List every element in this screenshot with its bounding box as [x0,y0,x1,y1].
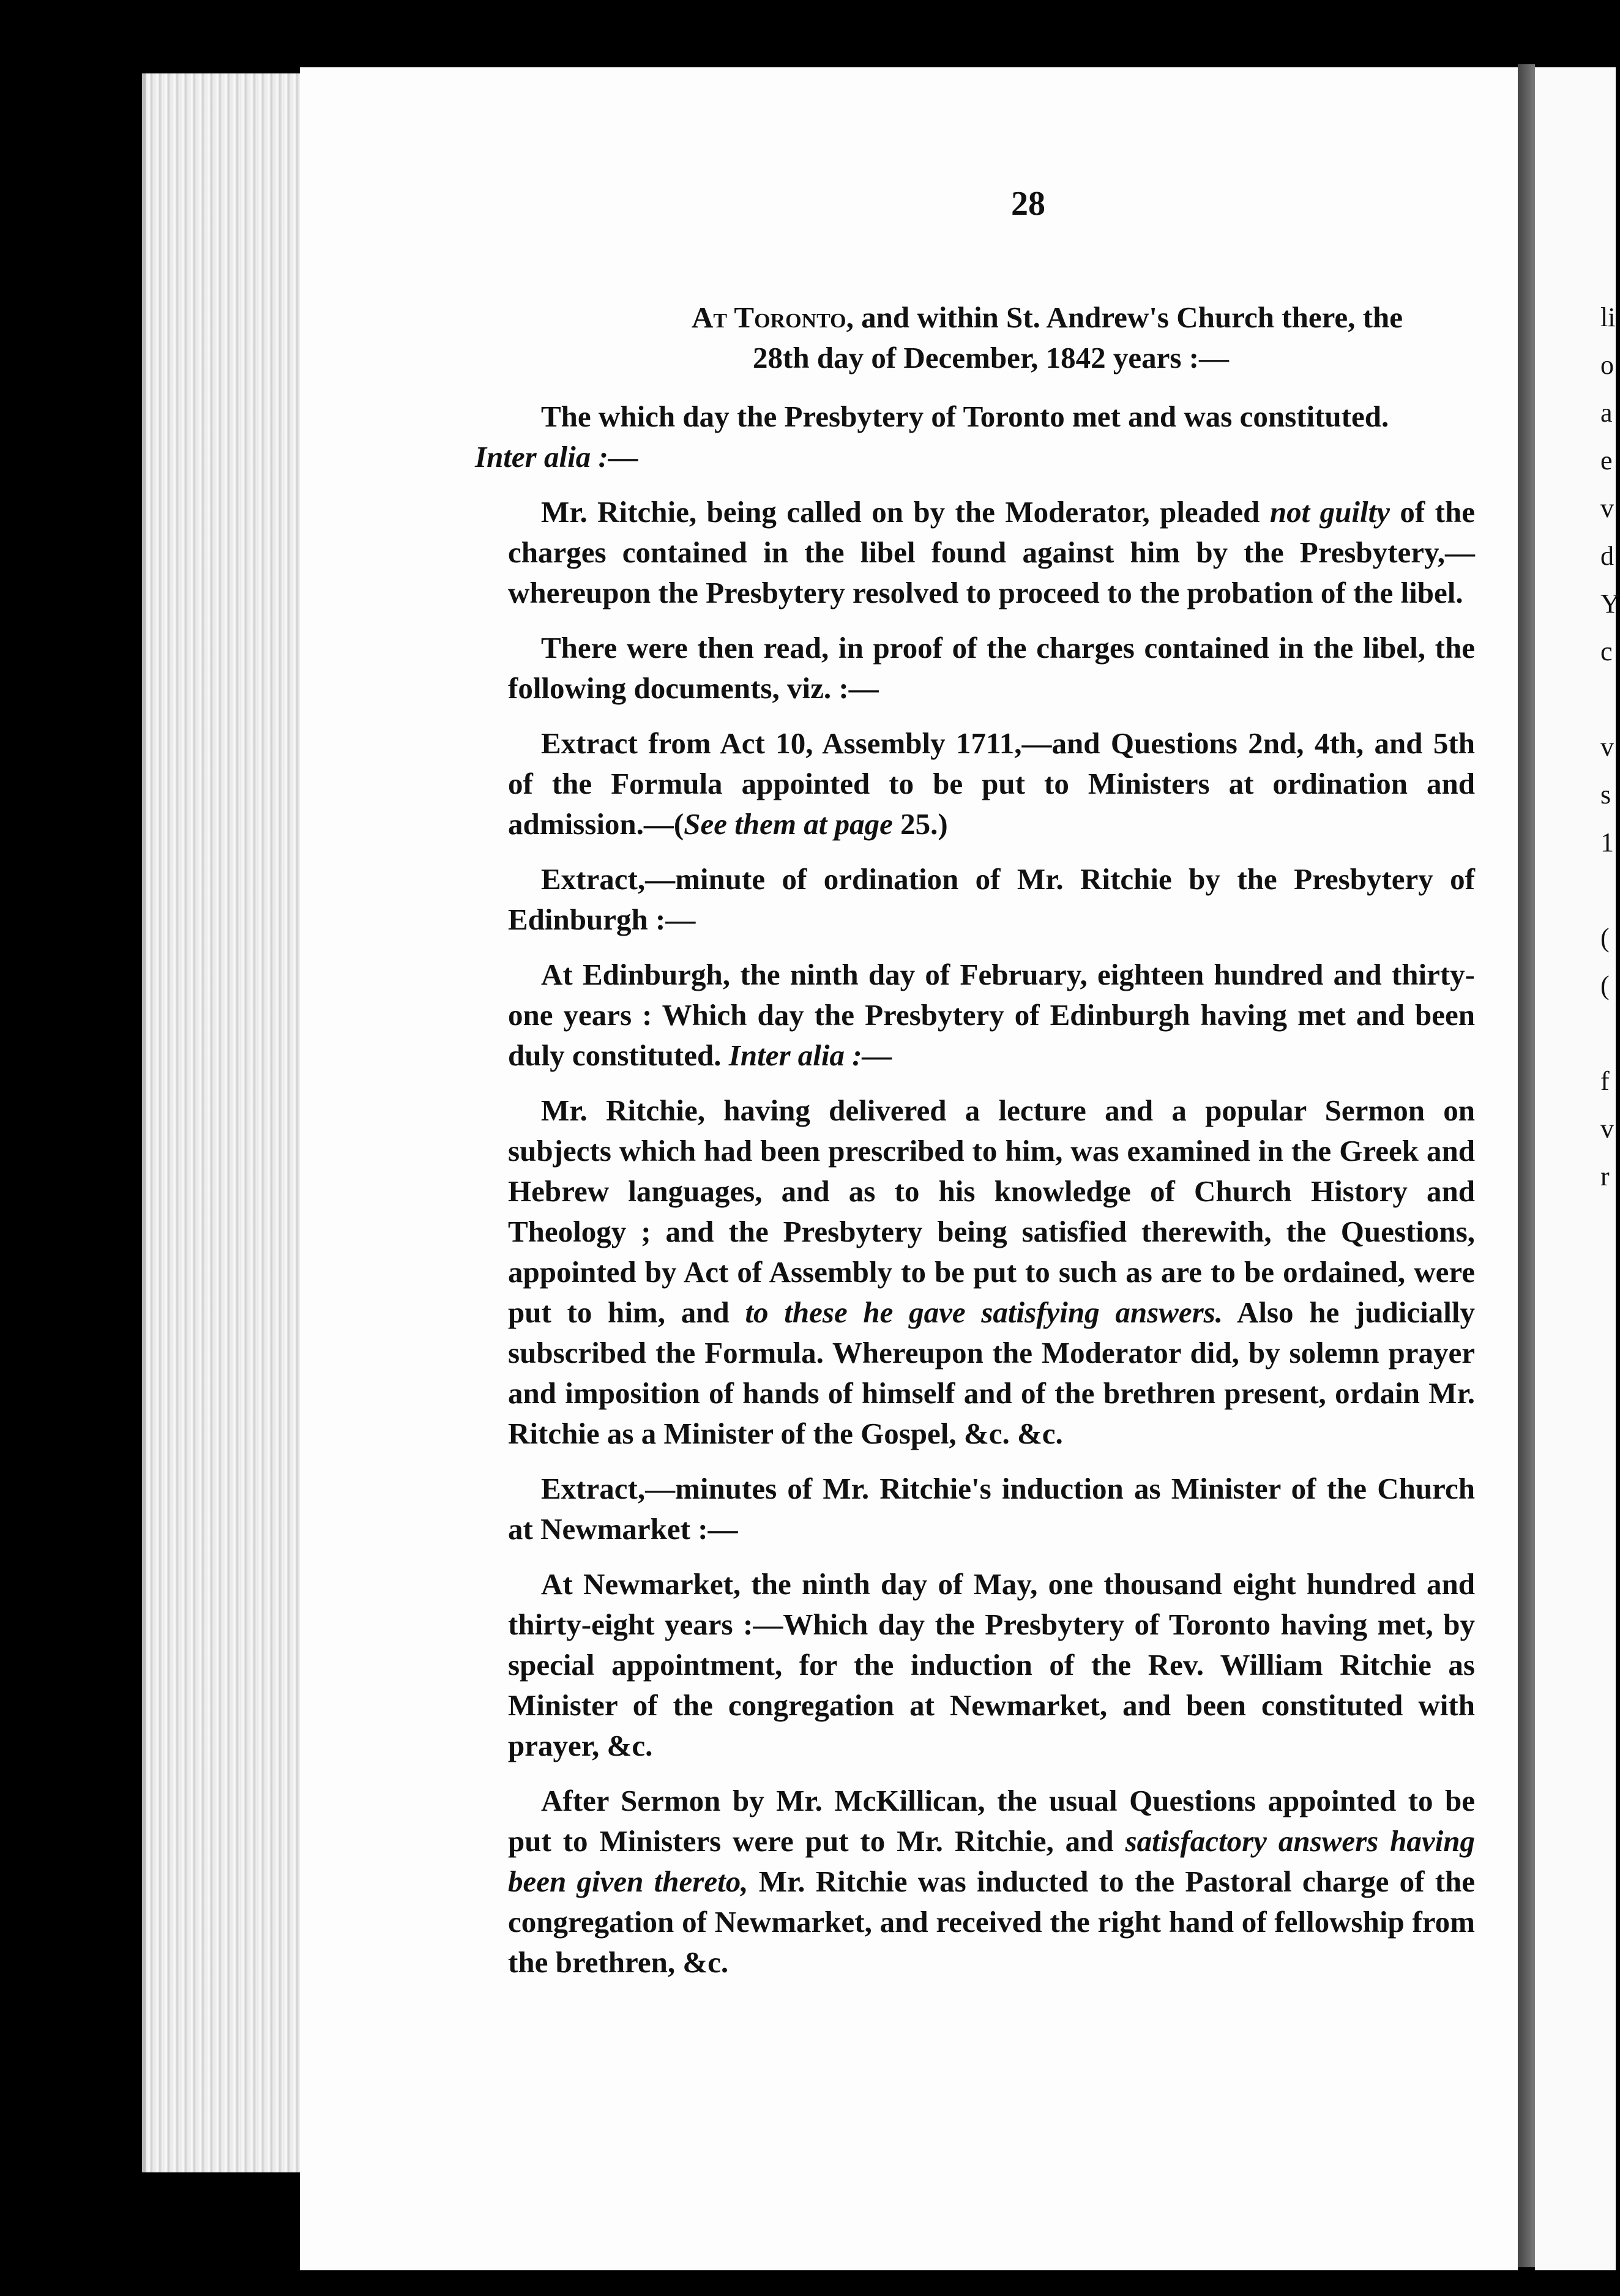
paragraph-10-text-a: After Sermon by Mr. McKillican, the usual Questions appointed to be put to Ministers were put to Mr. Ritchie, and [508,1784,1475,1858]
paragraph-6-italic: Inter alia :— [728,1038,892,1072]
page-number: 28 [1011,185,1045,223]
paragraph-10-italic: satisfactory answers having been given thereto, [508,1824,1475,1898]
page-edges [142,73,317,2172]
paragraph-4-italic: See them at page [684,807,893,841]
heading-rest: and within St. Andrew's Church there, the [853,300,1403,334]
paragraph-7 [508,1090,1475,1454]
paragraph-2 [508,492,1475,613]
paragraph-6-text: At Edinburgh, the ninth day of February, eighteen hundred and thirty-one years : Which day the Presbytery of Edinburgh having met and been duly constituted. [508,958,1475,1072]
facing-letter: a [1600,398,1613,428]
heading-date: 28th day of December, 1842 years :— [753,341,1229,375]
paragraph-6 [508,955,1475,1076]
paragraph-1 [475,397,1475,477]
paragraph-2-italic: not guilty [1269,495,1390,529]
facing-letter: ( [1600,971,1610,1001]
paragraph-9: At Newmarket, the ninth day of May, one thousand eight hundred and thirty-eight years :—Which day the Presbytery of Toronto having met, by special appointment, for the induction of the Rev. William Ritchie as Minister of the congregation at Newmarket, and been constituted with prayer, &c. [508,1567,1475,1762]
book-gutter [1518,64,1535,2267]
paragraph-10-text-b: Mr. Ritchie was inducted to the Pastoral charge of the congregation of Newmarket, and received the right hand of fellowship from the brethren, &c. [508,1865,1476,1979]
facing-letter: e [1600,445,1613,475]
paragraph-7-text-b: Also he judicially subscribed the Formula. Whereupon the Moderator did, by solemn prayer and imposition of hands of himself and of the brethren present, ordain Mr. Ritchie as a Minister of the Gospel, &c. &c. [508,1295,1476,1450]
paragraph-1-text: The which day the Presbytery of Toronto met and was constituted. [541,400,1389,433]
facing-letter: s [1600,780,1611,810]
facing-letter: v [1600,493,1614,523]
heading-place: At Toronto, [692,300,854,334]
paragraph-5: Extract,—minute of ordination of Mr. Ritchie by the Presbytery of Edinburgh :— [508,862,1475,936]
paragraph-1-italic: Inter alia :— [475,440,638,474]
facing-letter: li [1600,302,1616,332]
facing-letter: Y [1600,589,1620,619]
paragraph-4-text-a: Extract from Act 10, Assembly 1711,—and Questions 2nd, 4th, and 5th of the Formula appointed to be put to Ministers at ordination and admission.—( [508,726,1475,841]
paragraph-2-text-a: Mr. Ritchie, being called on by the Moderator, pleaded [541,495,1270,529]
facing-letter: v [1600,732,1614,762]
paragraph-10 [508,1781,1475,1983]
paragraph-7-italic: to these he gave satisfying answers. [745,1295,1223,1329]
facing-letter [1600,676,1619,723]
facing-letter [1600,867,1619,914]
paragraph-8: Extract,—minutes of Mr. Ritchie's induction as Minister of the Church at Newmarket :— [508,1472,1475,1546]
facing-letter: v [1600,1114,1614,1144]
minute-heading [692,297,1475,378]
facing-letter: c [1600,636,1613,666]
facing-letter: r [1600,1161,1610,1191]
facing-letter: ( [1600,923,1610,953]
paragraph-7-text-a: Mr. Ritchie, having delivered a lecture and a popular Sermon on subjects which had been prescribed to him, was examined in the Greek and Hebrew languages, and as to his knowledge of Church History and Theology ; and the Presbytery being satisfied therewith, the Questions, appointed by Act of Assembly to be put to such as are to be ordained, were put to him, and [508,1094,1475,1329]
facing-letter: o [1600,350,1614,380]
facing-page-text [1600,294,1619,1201]
facing-letter: f [1600,1066,1610,1096]
paragraph-4-text-b: 25.) [892,807,948,841]
paragraph-3: There were then read, in proof of the charges contained in the libel, the following documents, viz. :— [508,631,1475,705]
paragraph-2-text-b: of the charges contained in the libel found against him by the Presbytery,—whereupon the Presbytery resolved to proceed to the probation of the libel. [508,495,1475,609]
facing-letter: d [1600,541,1614,571]
facing-letter [1600,1010,1619,1057]
paragraph-4 [508,723,1475,844]
page-content [475,184,1476,1997]
facing-letter: 1 [1600,827,1614,857]
